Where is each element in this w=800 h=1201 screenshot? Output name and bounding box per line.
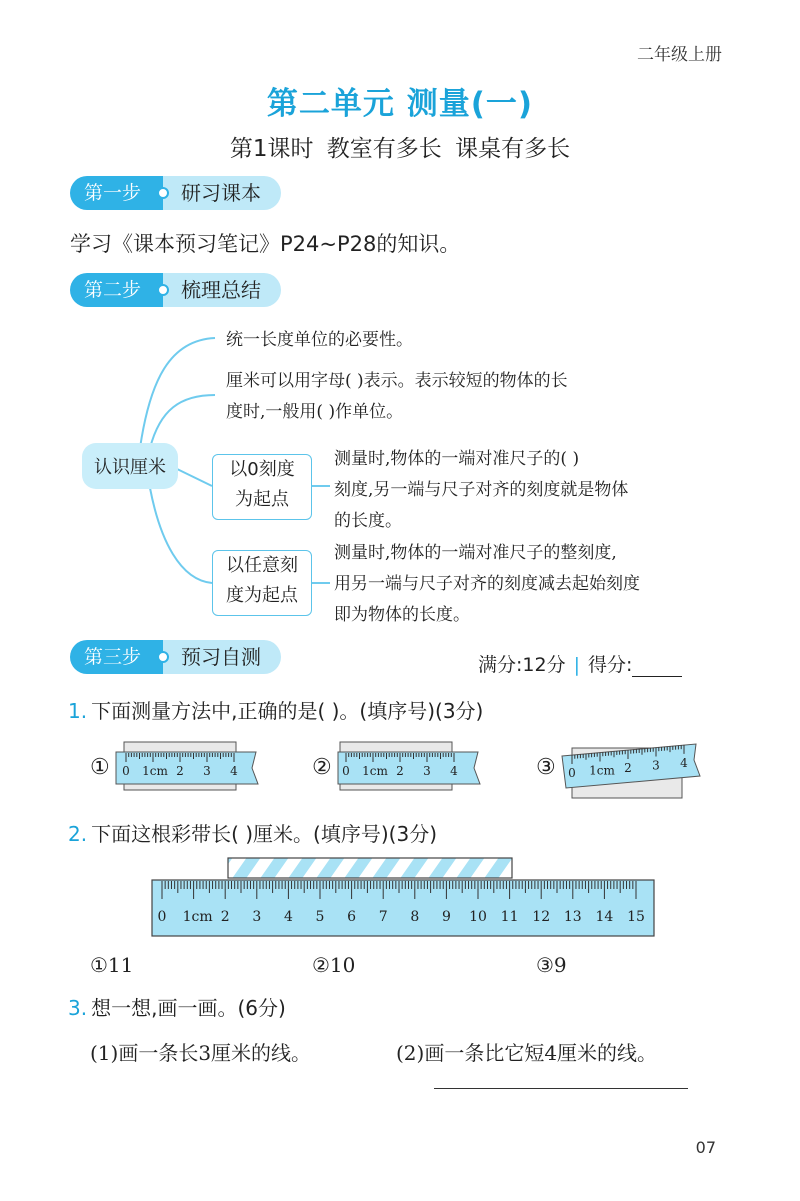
ruler-tick-label: 1cm: [142, 764, 168, 778]
question-1: [68, 695, 483, 724]
ruler-tick-label: 13: [563, 909, 582, 925]
q1-rulers: [0, 730, 800, 810]
ruler-tick-label: 2: [624, 760, 632, 775]
q3-part-2: (2)画一条比它短4厘米的线。: [396, 1041, 658, 1065]
answer-option: ①11: [90, 953, 134, 977]
ruler-tick-label: 4: [450, 764, 458, 778]
unit-title: 第二单元 测量(一): [266, 86, 534, 122]
ruler-tick-label: 0: [157, 909, 167, 925]
ruler-option-3: [562, 744, 700, 798]
ruler-tick-label: 3: [203, 764, 211, 778]
ruler-tick-label: 11: [500, 909, 519, 925]
score-label: 得分:: [588, 654, 633, 676]
score-blank[interactable]: [632, 658, 682, 677]
question-2: [68, 818, 437, 847]
answer-line[interactable]: [434, 1088, 688, 1089]
full-score: 满分:12分: [478, 654, 566, 676]
ruler-tick-label: 8: [410, 909, 420, 925]
ruler-option-2: [338, 742, 480, 790]
question-text: 想一想,画一画。(6分): [91, 996, 286, 1020]
step1-name: 研习课本: [163, 176, 281, 210]
ruler-tick-label: 3: [423, 764, 431, 778]
ruler-tick-label: 1cm: [589, 763, 615, 778]
divider: |: [573, 654, 580, 676]
branch-text: 厘米可以用字母( )表示。表示较短的物体的长: [226, 371, 568, 391]
question-text: 下面这根彩带长( )厘米。(填序号)(3分): [91, 822, 437, 846]
branch-text: 统一长度单位的必要性。: [226, 330, 413, 350]
subnode-label: 以任意刻: [226, 555, 298, 576]
branch-text: 度时,一般用( )作单位。: [226, 402, 404, 422]
lesson-subtitle: 第1课时 教室有多长 课桌有多长: [229, 136, 571, 162]
branch-text: 测量时,物体的一端对准尺子的整刻度,: [334, 543, 617, 563]
ruler-tick-label: 5: [315, 909, 325, 925]
ruler-tick-label: 15: [627, 909, 645, 925]
ruler-tick-label: 1cm: [182, 909, 213, 925]
branch-text: 刻度,另一端与尺子对齐的刻度就是物体: [334, 480, 629, 500]
ruler-tick-label: 0: [568, 766, 576, 780]
subnode-label: 度为起点: [226, 585, 298, 606]
ruler-tick-label: 2: [176, 764, 184, 778]
ruler-tick-label: 2: [396, 764, 404, 778]
q3-part-1: (1)画一条长3厘米的线。: [90, 1041, 312, 1065]
subnode-label: 以0刻度: [229, 459, 295, 480]
score-area: [478, 650, 682, 677]
step-dot-icon: [157, 651, 169, 663]
option-label: ③: [536, 755, 556, 780]
q2-ruler: [0, 850, 800, 950]
step3-header: [70, 640, 281, 674]
ruler-tick-label: 12: [532, 909, 551, 925]
question-number: 2.: [68, 822, 88, 846]
ruler-tick-label: 4: [230, 764, 238, 778]
ruler-tick-label: 1cm: [362, 764, 388, 778]
step-dot-icon: [157, 284, 169, 296]
mindmap-subnode: [212, 550, 312, 616]
mindmap-center: 认识厘米: [82, 443, 178, 489]
question-number: 3.: [68, 996, 88, 1020]
branch-text: 的长度。: [334, 511, 402, 531]
question-3: [68, 992, 286, 1021]
answer-option: ③9: [536, 953, 567, 977]
ruler-tick-label: 4: [680, 755, 688, 770]
ruler-option-1: [116, 742, 258, 790]
grade-label: 二年级上册: [637, 45, 722, 65]
ruler-tick-label: 14: [595, 909, 614, 925]
ruler-tick-label: 7: [378, 909, 388, 925]
ruler-tick-label: 4: [283, 909, 293, 925]
ruler-tick-label: 0: [342, 764, 350, 778]
step1-badge: 第一步: [70, 176, 163, 210]
answer-option: ②10: [312, 953, 356, 977]
ruler-tick-label: 3: [652, 758, 660, 773]
ruler-tick-label: 2: [220, 909, 230, 925]
branch-text: 用另一端与尺子对齐的刻度减去起始刻度: [334, 574, 640, 594]
study-instruction: 学习《课本预习笔记》P24~P28的知识。: [70, 232, 461, 256]
ruler-tick-label: 0: [122, 764, 130, 778]
step-dot-icon: [157, 187, 169, 199]
question-text: 下面测量方法中,正确的是( )。(填序号)(3分): [91, 699, 484, 723]
ruler-tick-label: 3: [252, 909, 262, 925]
ruler-tick-label: 6: [347, 909, 357, 925]
branch-text: 测量时,物体的一端对准尺子的( ): [334, 449, 580, 469]
option-label: ②: [312, 755, 332, 780]
step2-badge: 第二步: [70, 273, 163, 307]
page-number: 07: [695, 1138, 716, 1157]
step3-badge: 第三步: [70, 640, 163, 674]
ribbon: [228, 858, 512, 878]
question-number: 1.: [68, 699, 88, 723]
branch-text: 即为物体的长度。: [334, 605, 470, 625]
ruler-tick-label: 9: [441, 909, 451, 925]
ruler-tick-label: 10: [469, 909, 487, 925]
step3-name: 预习自测: [163, 640, 281, 674]
step2-name: 梳理总结: [163, 273, 281, 307]
mindmap-subnode: [212, 454, 312, 520]
option-label: ①: [90, 755, 110, 780]
subnode-label: 为起点: [235, 489, 289, 510]
